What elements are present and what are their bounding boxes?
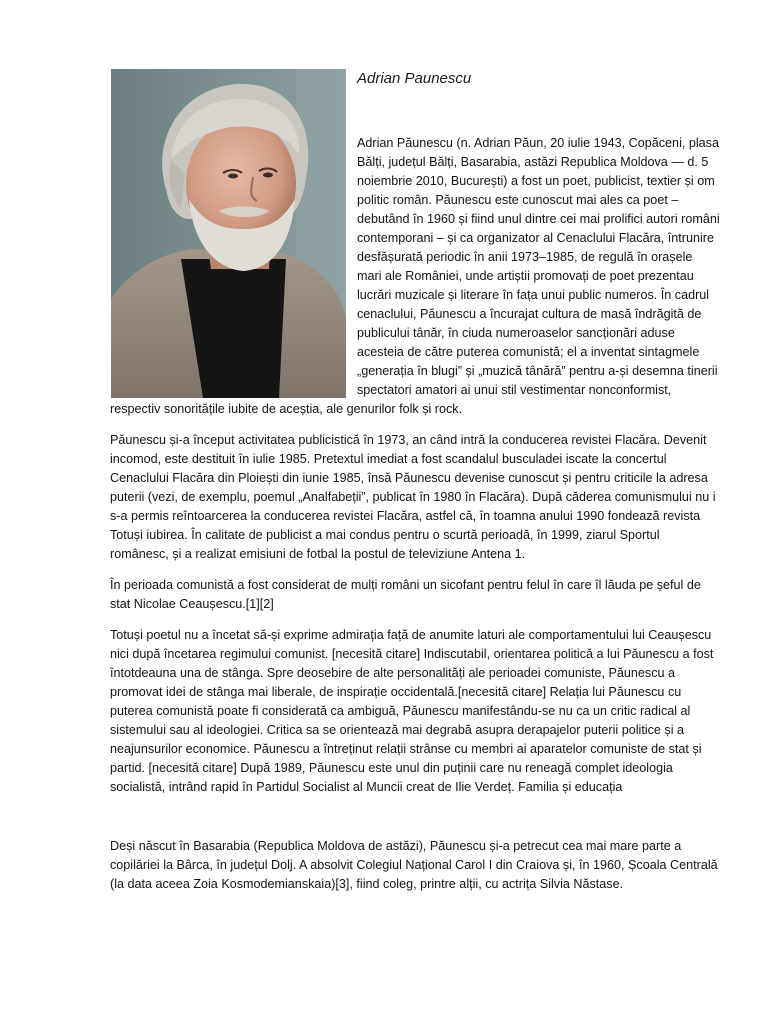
paragraph-intro: Adrian Păunescu (n. Adrian Păun, 20 iulie 1943, Copăceni, plasa Bălți, județul Bălți, Basarabia, astăzi Republica Moldova — d. 5 noiembrie 2010, București) a fost un poet, publicist, textier și om politic român. Păunescu este cunoscut mai ales ca poet – debutând în 1960 și fiind unul dintre cei mai prolifici autori români contemporani – și ca organizator al Cenaclului Flacăra, întrunire desfășurată periodic în anii 1973–1985, de regulă în orașele mari ale României, unde artiștii promovați de poet prezentau lucrări muzicale și literare în fața unui public numeros. În cadrul cenaclului, Păunescu a încurajat cultura de masă îndrăgită de publicului tânăr, în ciuda numeroaselor sancționări aduse acesteia de către puterea comunistă; el a inventat sintagmele „generația în blugi” și „muzică tânără” pentru a-și desemna tinerii spectatori amatori ai unui stil vestimentar nonconformist, respectiv sonoritățile iubite de aceștia, ale genurilor folk și rock. — [110, 136, 720, 416]
document-title: Adrian Paunescu — [357, 70, 472, 87]
paragraph-childhood: Deși născut în Basarabia (Republica Moldova de astăzi), Păunescu și-a petrecut cea mai mare parte a copilăriei la Bârca, în județul Dolj. A absolvit Colegiul Național Carol I din Craiova și, în 1960, Școala Centrală (la data aceea Zoia Kosmodemianskaia)[3], fiind coleg, printre alții, cu actrița Silvia Năstase. — [110, 839, 718, 891]
document-body — [110, 134, 720, 906]
paragraph-publicist: Păunescu și-a început activitatea publicistică în 1973, an când intră la conducerea revistei Flacăra. Devenit incomod, este destituit în iulie 1985. Pretextul imediat a fost scandalul busculadei iscate la concertul Cenaclului Flacăra din Ploiești din iunie 1985, însă Păunescu devenise cunoscut și pentru criticile la adresa puterii (vezi, de exemplu, poemul „Analfabeții”, publicat în 1980 în Flacăra). După căderea comunismului nu i s-a permis reîntoarcerea la conducerea revistei Flacăra, astfel că, în toamna anului 1990 fondează revista Totuși iubirea. În calitate de publicist a mai condus pentru o scurtă perioadă, în 1999, ziarul Sportul românesc, și a realizat emisiuni de fotbal la postul de televiziune Antena 1. — [110, 433, 716, 561]
photo-wrap-spacer — [110, 134, 357, 399]
paragraph-communist-period: În perioada comunistă a fost considerat de mulți români un sicofant pentru felul în care îl lăuda pe șeful de stat Nicolae Ceaușescu.[1][2] — [110, 578, 701, 611]
paragraph-political-views: Totuși poetul nu a încetat să-și exprime admirația față de anumite laturi ale comportamentului lui Ceaușescu nici după încetarea regimului comunist. [necesită citare] Indiscutabil, orientarea politică a lui Păunescu a fost întotdeauna una de stânga. Spre deosebire de alte personalități ale perioadei comuniste, Păunescu a promovat idei de stânga mai liberale, de inspirație occidentală.[necesită citare] Relația lui Păunescu cu puterea comunistă poate fi considerată ca ambiguă, Păunescu manifestându-se nu ca un critic radical al sistemului sau al ideologiei. Critica sa se orientează mai degrabă asupra derapajelor puterii politice și a neajunsurilor economice. Păunescu a întreținut relații strânse cu membri ai aparatelor comuniste de stat și partid. [necesită citare] După 1989, Păunescu este unul din puținii care nu reneagă complet ideologia socialistă, intrând rapid în Partidul Socialist al Muncii creat de Ilie Verdeț. Familia și educația — [110, 628, 714, 794]
